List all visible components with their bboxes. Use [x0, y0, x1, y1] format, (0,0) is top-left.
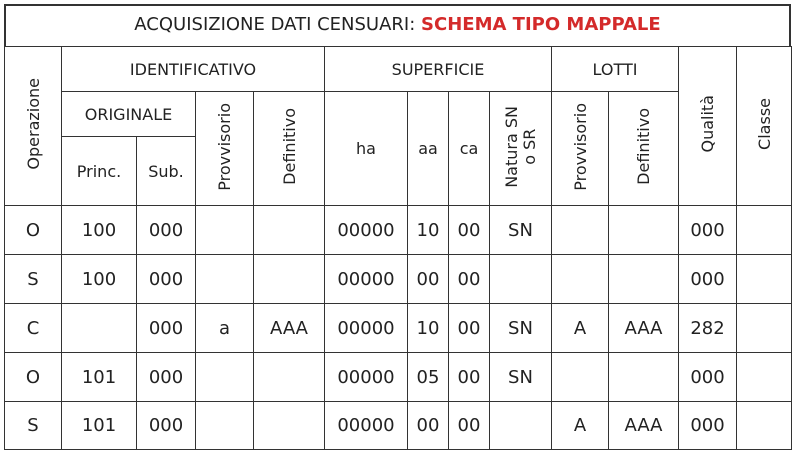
cell-ca: 00 [449, 255, 490, 304]
cell-aa: 10 [408, 206, 449, 255]
header-ca: ca [449, 92, 490, 206]
cell-natura: SN [490, 353, 552, 402]
table-row [5, 206, 792, 255]
cell-lotti-provvisorio [552, 353, 609, 402]
cell-definitivo: AAA [254, 304, 325, 353]
cell-princ: 101 [62, 402, 137, 450]
cell-provvisorio [196, 255, 254, 304]
cell-sub: 000 [137, 402, 196, 450]
cell-sub: 000 [137, 255, 196, 304]
header-qualita: Qualità [679, 47, 737, 206]
table-row [5, 304, 792, 353]
cell-ca: 00 [449, 353, 490, 402]
cell-ha: 00000 [325, 304, 408, 353]
cell-lotti-provvisorio: A [552, 304, 609, 353]
cell-sub: 000 [137, 206, 196, 255]
cell-classe [737, 206, 792, 255]
cell-lotti-definitivo: AAA [609, 402, 679, 450]
cell-definitivo [254, 206, 325, 255]
cell-princ [62, 304, 137, 353]
cell-ha: 00000 [325, 206, 408, 255]
cell-lotti-definitivo [609, 255, 679, 304]
header-classe: Classe [737, 47, 792, 206]
cell-lotti-definitivo [609, 353, 679, 402]
cell-natura: SN [490, 304, 552, 353]
cell-lotti-provvisorio: A [552, 402, 609, 450]
cell-aa: 10 [408, 304, 449, 353]
cell-definitivo [254, 402, 325, 450]
cell-aa: 05 [408, 353, 449, 402]
cell-sub: 000 [137, 353, 196, 402]
cell-ha: 00000 [325, 402, 408, 450]
cell-ha: 00000 [325, 353, 408, 402]
cell-definitivo [254, 353, 325, 402]
header-originale: ORIGINALE [62, 92, 196, 137]
header-lotti-definitivo: Definitivo [609, 92, 679, 206]
cell-classe [737, 353, 792, 402]
title-prefix: ACQUISIZIONE DATI CENSUARI: [134, 14, 422, 35]
cell-sub: 000 [137, 304, 196, 353]
header-sub: Sub. [137, 137, 196, 206]
table-row [5, 353, 792, 402]
cell-lotti-definitivo: AAA [609, 304, 679, 353]
header-princ: Princ. [62, 137, 137, 206]
header-lotti: LOTTI [552, 47, 679, 92]
header-definitivo: Definitivo [254, 92, 325, 206]
header-superficie: SUPERFICIE [325, 47, 552, 92]
cell-operazione: S [5, 402, 62, 450]
cell-classe [737, 255, 792, 304]
cell-provvisorio: a [196, 304, 254, 353]
cell-ca: 00 [449, 402, 490, 450]
cell-qualita: 000 [679, 206, 737, 255]
cell-princ: 100 [62, 255, 137, 304]
cell-lotti-provvisorio [552, 255, 609, 304]
cell-lotti-provvisorio [552, 206, 609, 255]
table-row [5, 255, 792, 304]
cell-aa: 00 [408, 255, 449, 304]
title-highlight: SCHEMA TIPO MAPPALE [421, 14, 661, 35]
header-identificativo: IDENTIFICATIVO [62, 47, 325, 92]
cell-operazione: C [5, 304, 62, 353]
cell-classe [737, 402, 792, 450]
cell-qualita: 000 [679, 255, 737, 304]
cell-ha: 00000 [325, 255, 408, 304]
cell-aa: 00 [408, 402, 449, 450]
cell-provvisorio [196, 206, 254, 255]
cell-provvisorio [196, 353, 254, 402]
cell-natura: SN [490, 206, 552, 255]
cell-qualita: 282 [679, 304, 737, 353]
header-natura: Natura SN o SR [490, 92, 552, 206]
census-table [4, 46, 792, 450]
page-title [4, 4, 791, 46]
cell-princ: 100 [62, 206, 137, 255]
cell-ca: 00 [449, 304, 490, 353]
cell-operazione: O [5, 206, 62, 255]
table-row [5, 402, 792, 450]
header-ha: ha [325, 92, 408, 206]
cell-princ: 101 [62, 353, 137, 402]
cell-classe [737, 304, 792, 353]
header-aa: aa [408, 92, 449, 206]
cell-definitivo [254, 255, 325, 304]
cell-qualita: 000 [679, 402, 737, 450]
cell-ca: 00 [449, 206, 490, 255]
cell-natura [490, 255, 552, 304]
cell-operazione: O [5, 353, 62, 402]
header-lotti-provvisorio: Provvisorio [552, 92, 609, 206]
cell-lotti-definitivo [609, 206, 679, 255]
cell-operazione: S [5, 255, 62, 304]
cell-qualita: 000 [679, 353, 737, 402]
header-provvisorio: Provvisorio [196, 92, 254, 206]
header-operazione: Operazione [5, 47, 62, 206]
cell-provvisorio [196, 402, 254, 450]
cell-natura [490, 402, 552, 450]
